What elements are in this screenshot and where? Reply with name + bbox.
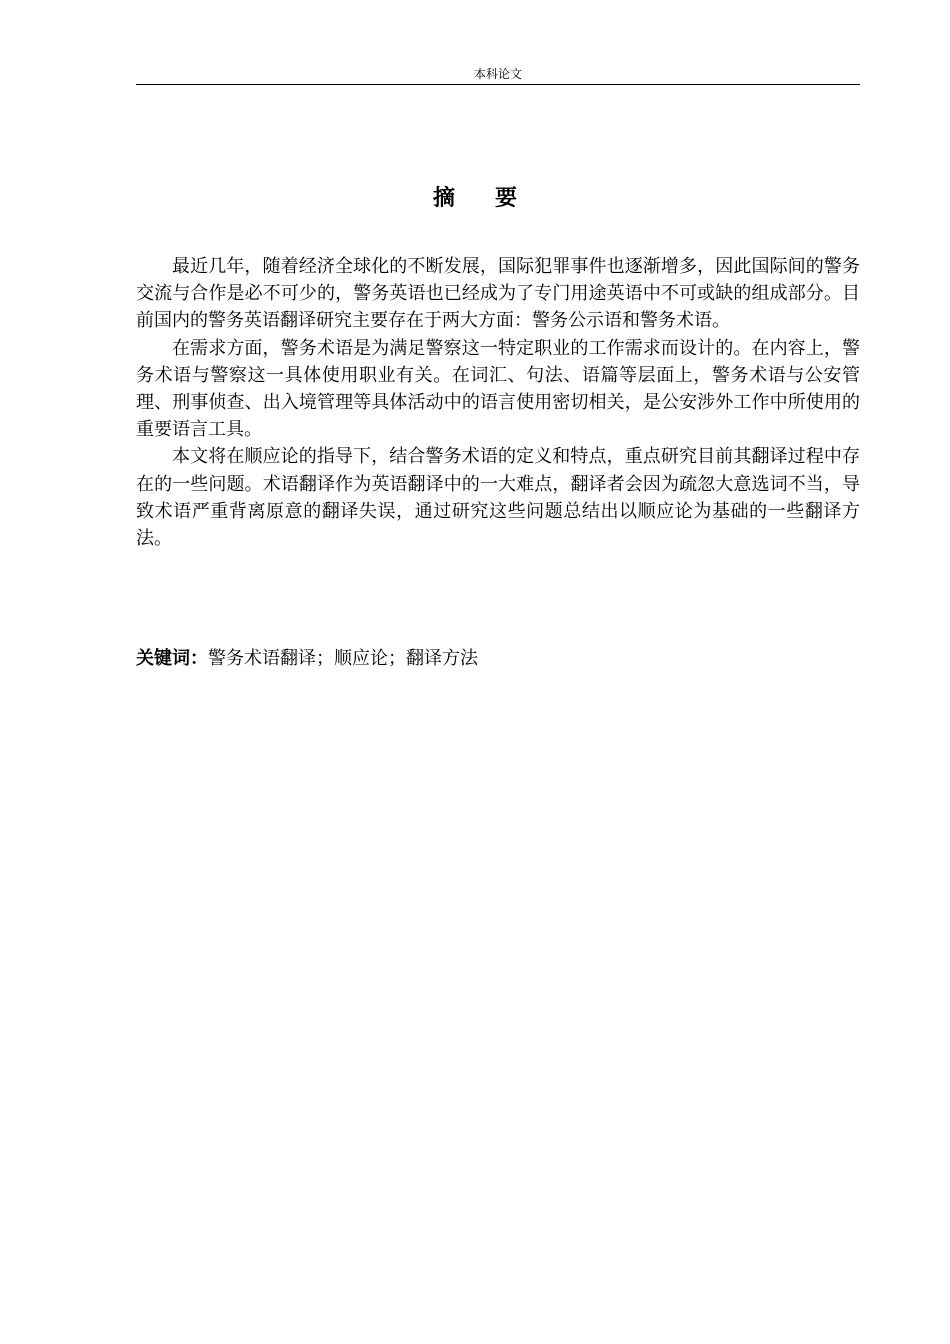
- keywords-value: 警务术语翻译；顺应论；翻译方法: [208, 648, 478, 669]
- running-header: [136, 64, 860, 85]
- abstract-body: [136, 253, 860, 552]
- keywords-label: 关键词：: [136, 648, 208, 669]
- abstract-paragraph-2: 在需求方面，警务术语是为满足警察这一特定职业的工作需求而设计的。在内容上，警务术语与警察这一具体使用职业有关。在词汇、句法、语篇等层面上，警务术语与公安管理、刑事侦查、出入境管理等具体活动中的语言使用密切相关，是公安涉外工作中所使用的重要语言工具。: [136, 337, 860, 441]
- abstract-paragraph-3: 本文将在顺应论的指导下，结合警务术语的定义和特点，重点研究目前其翻译过程中存在的一些问题。术语翻译作为英语翻译中的一大难点，翻译者会因为疏忽大意选词不当，导致术语严重背离原意的翻译失误，通过研究这些问题总结出以顺应论为基础的一些翻译方法。: [136, 446, 860, 550]
- abstract-title: [0, 181, 950, 217]
- keywords-line: [136, 645, 860, 672]
- abstract-title-char-2: 要: [495, 186, 518, 211]
- running-title: 本科论文: [473, 67, 522, 81]
- abstract-paragraph-1: 最近几年，随着经济全球化的不断发展，国际犯罪事件也逐渐增多，因此国际间的警务交流与合作是必不可少的，警务英语也已经成为了专门用途英语中不可或缺的组成部分。目前国内的警务英语翻译研究主要存在于两大方面：警务公示语和警务术语。: [136, 256, 860, 332]
- abstract-title-char-1: 摘: [432, 186, 455, 211]
